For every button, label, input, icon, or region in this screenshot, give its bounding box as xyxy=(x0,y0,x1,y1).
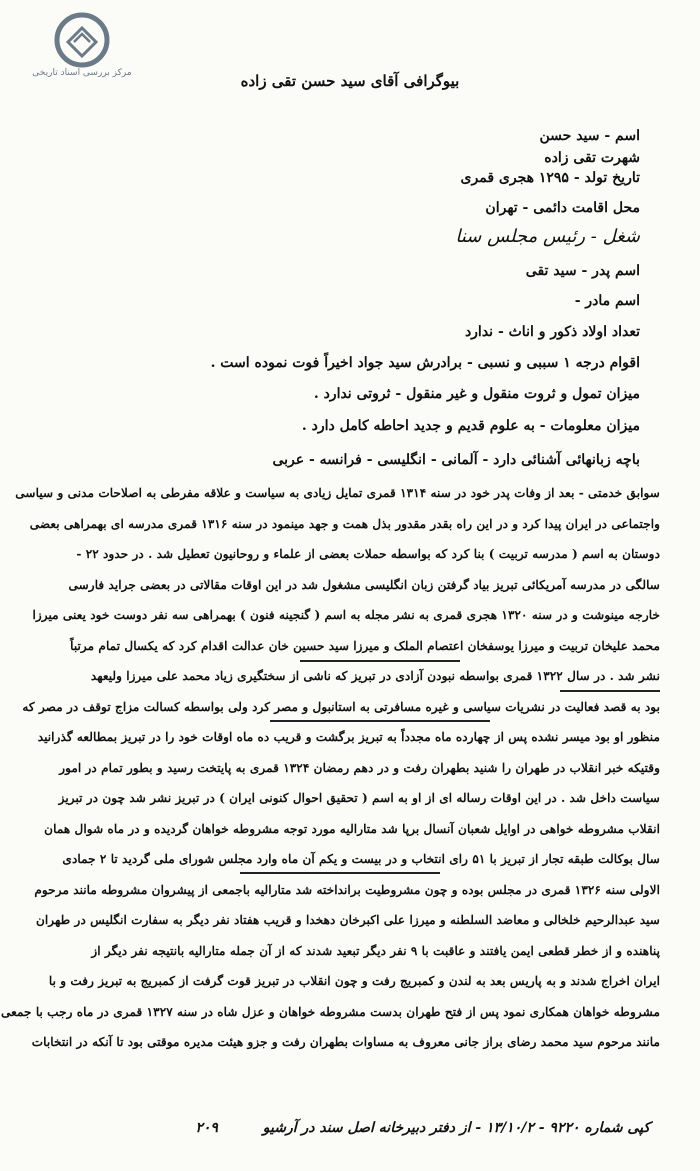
field-name: اسم - سید حسن xyxy=(539,128,640,144)
handwritten-underline xyxy=(300,660,460,662)
handwritten-underline xyxy=(270,720,490,722)
field-relatives: اقوام درجه ۱ سببی و نسبی - برادرش سید جواد اخیراً فوت نموده است . xyxy=(210,355,640,371)
archive-emblem-icon xyxy=(54,12,110,68)
body-line: سال بوکالت طبقه تجار از تبریز با ۵۱ رای انتخاب و در بیست و یکم آن ماه وارد مجلس شورای ملی گردید تا ۲ جمادی xyxy=(62,852,660,866)
body-line: سوابق خدمتی - بعد از وفات پدر خود در سنه ۱۳۱۴ قمری تمایل زیادی به سیاست و علاقه مفرطی به اصلاحات مدنی و سیاسی xyxy=(15,486,660,500)
body-line: محمد علیخان تربیت و میرزا یوسفخان اعتصام الملک و میرزا سید حسین خان عدالت اقدام کرد که یکسال تمام مرتباً xyxy=(70,638,660,653)
body-line: منظور او بود میسر نشده پس از چهارده ماه مجدداً به تبریز برگشت و قریب ده ماه اوقات خود را در تبریز بمطالعه گذرانید xyxy=(37,730,660,744)
body-line: نشر شد . در سال ۱۳۲۲ قمری بواسطه نبودن آزادی در تبریز که ناشی از سختگیری زیاد محمد علی میرزا ولیعهد xyxy=(90,669,660,683)
biography-paragraph xyxy=(0,478,660,1058)
body-line: ایران اخراج شدند و به پاریس بعد به لندن و کمبریج رفت و چون انقلاب در تبریز قوت گرفت از کمبریج به تبریز رفت و با xyxy=(48,974,660,988)
body-line: وقتیکه خبر انقلاب در طهران را شنید بطهران رفت و در دهم رمضان ۱۳۲۴ قمری به پایتخت رسید و بطور تمام در امور xyxy=(59,760,660,775)
body-line: انقلاب مشروطه خواهی در اوایل شعبان آنسال برپا شد متارالیه مورد توجه مشروطه خواهان گردیده و در ماه شوال همان xyxy=(44,821,660,836)
body-line: پناهنده و از خطر قطعی ایمن یافتند و عاقبت با ۹ نفر دیگر تبعید شدند که از آن جمله متارالیه بانتیجه نفر دیگر از xyxy=(91,943,660,958)
field-wealth: میزان تمول و ثروت منقول و غیر منقول - ثروتی ندارد . xyxy=(313,386,640,402)
field-languages: باچه زبانهائی آشنائی دارد - آلمانی - انگلیسی - فرانسه - عربی xyxy=(272,452,640,468)
handwritten-underline xyxy=(240,872,440,874)
archive-footnote xyxy=(195,1120,650,1136)
body-line: سالگی در مدرسه آمریکائی تبریز بیاد گرفتن زبان انگلیسی مشغول شد در این اوقات مقالاتی در بعضی جراید فارسی xyxy=(68,577,660,592)
field-father-name: اسم پدر - سید تقی xyxy=(525,263,640,279)
field-residence: محل اقامت دائمی - تهران xyxy=(485,200,640,216)
body-line: مانند مرحوم سید محمد رضای براز جانی معروف به مساوات بطهران رفت و جزو هیئت مدیره موقتی بود تا آنکه در انتخابات xyxy=(31,1035,660,1049)
field-children: تعداد اولاد ذکور و اناث - ندارد xyxy=(464,324,640,340)
field-education: میزان معلومات - به علوم قدیم و جدید احاطه کامل دارد . xyxy=(301,418,640,434)
body-line: سید عبدالرحیم خلخالی و معاضد السلطنه و میرزا علی اکبرخان دهخدا و قریب هفتاد نفر دیگر به سفارت انگلیس در طهران xyxy=(35,913,660,927)
field-occupation: شغل - رئیس مجلس سنا xyxy=(455,226,640,247)
handwritten-underline xyxy=(560,690,660,692)
body-line: دوستان به اسم ( مدرسه تربیت ) بنا کرد که بواسطه حملات بعضی از علماء و روحانیون تعطیل شد . در حدود ۲۲ - xyxy=(76,547,660,561)
page-number: ۲۰۹ xyxy=(195,1120,218,1136)
body-line: سیاست داخل شد . در این اوقات رساله ای از او به اسم ( تحقیق احوال کنونی ایران ) در تبریز نشر شد چون در تبریز xyxy=(58,791,660,805)
field-mother-name: اسم مادر - xyxy=(574,293,640,309)
body-line: خارجه مینوشت و در سنه ۱۳۲۰ هجری قمری به نشر مجله به اسم ( گنجینه فنون ) بهمراهی سه نفر دوست خود یعنی میرزا xyxy=(32,608,660,622)
body-line: بود به قصد فعالیت در نشریات سیاسی و غیره مسافرتی به استانبول و مصر کرد ولی بواسطه کسالت مزاج توقف در مصر که xyxy=(22,699,660,714)
field-birth-date: تاریخ تولد - ۱۲۹۵ هجری قمری xyxy=(460,170,640,186)
body-line: واجتماعی در ایران پیدا کرد و در این راه بقدر مقدور بذل همت و جهد مینمود در سنه ۱۳۱۶ قمری مدرسه ای بهمراهی بعضی xyxy=(29,516,660,531)
footnote-text: کپی شماره ۹۲۲۰ - ۱۳/۱۰/۲ - از دفتر دبیرخانه اصل سند در آرشیو xyxy=(262,1120,650,1136)
field-surname: شهرت تقی زاده xyxy=(544,150,640,166)
body-line: الاولی سنه ۱۳۲۶ قمری در مجلس بوده و چون مشروطیت برانداخته شد متارالیه باجمعی از پیشروان مشروطه مانند مرحوم xyxy=(34,882,660,897)
logo-text: مرکز بررسی اسناد تاریخی xyxy=(32,68,132,78)
document-title: بیوگرافی آقای سید حسن تقی زاده xyxy=(240,72,460,90)
body-line: مشروطه خواهان همکاری نمود پس از فتح طهران بدست مشروطه خواهان و عزل شاه در سنه ۱۳۲۷ قمری در ماه رجب با جمعی xyxy=(0,1004,660,1019)
